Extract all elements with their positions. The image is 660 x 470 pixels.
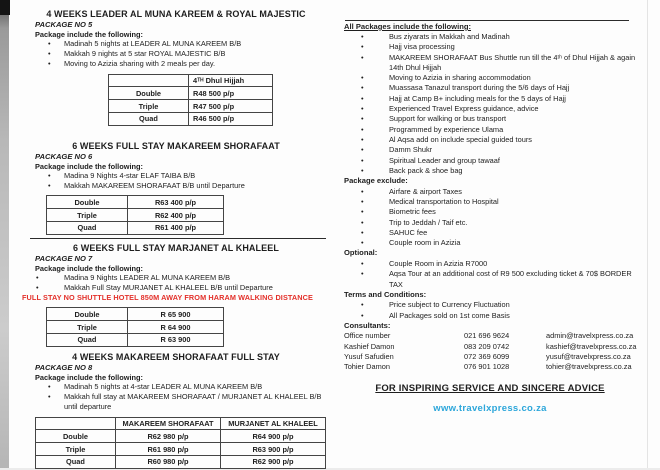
table-row (36, 443, 326, 456)
bullet-text: Price subject to Currency Fluctuation (389, 300, 510, 310)
bullet-item (20, 49, 332, 59)
bullet-item (20, 273, 332, 283)
bullet-item (344, 135, 636, 145)
bullet-icon (36, 273, 64, 283)
bullet-text: Damm Shukr (389, 145, 433, 155)
price: R63 400 p/p (128, 196, 224, 209)
bullet-item (20, 382, 332, 392)
all-packages-include-heading: All Packages include the following: (344, 22, 472, 31)
bullet-item (344, 145, 636, 155)
terms-list (344, 300, 636, 321)
bullet-text: Airfare & airport Taxes (389, 186, 462, 196)
bullet-item (344, 53, 636, 74)
bullet-icon (361, 94, 389, 104)
room-type: Triple (47, 321, 128, 334)
bullet-icon (361, 114, 389, 124)
bullet-icon (361, 73, 389, 83)
bullet-text: Trip to Jeddah / Taif etc. (389, 217, 468, 227)
package-8-number: PACKAGE NO 8 (35, 363, 93, 372)
right-column (344, 0, 636, 470)
bullet-item (344, 311, 636, 321)
bullet-item (344, 73, 636, 83)
package-5-section (20, 8, 332, 126)
price: R 65 900 (128, 308, 224, 321)
package-7-price-table (46, 307, 224, 346)
bullet-text: Couple room in Azizia (389, 238, 461, 248)
bullet-text: Hajj at Camp B+ including meals for the 5 days of Hajj (389, 93, 566, 103)
bullet-item (344, 228, 636, 238)
bullet-text: Makkah 9 nights at 5 star ROYAL MAJESTIC B/B (64, 49, 226, 59)
bullet-item (20, 181, 332, 191)
table-row (47, 222, 224, 235)
package-8-bullets (20, 382, 332, 413)
package-6-section (20, 140, 332, 235)
table-row (36, 430, 326, 443)
scan-corner-mark (0, 0, 10, 15)
hotel-column-header: MAKAREEM SHORAFAAT (116, 417, 221, 430)
package-5-price-table (108, 74, 273, 126)
bullet-icon (361, 238, 389, 248)
bullet-item (344, 94, 636, 104)
consultant-name: Office number (344, 331, 391, 341)
bullet-icon (48, 171, 64, 181)
package-6-include-label: Package include the following: (35, 161, 144, 171)
table-row (47, 321, 224, 334)
scan-edge-left (0, 0, 9, 470)
bullet-icon (361, 300, 389, 310)
consultant-phone: 021 696 9624 (464, 331, 510, 341)
bullet-icon (361, 53, 389, 74)
table-row (47, 334, 224, 347)
bullet-text: Muassasa Tanazul transport during the 5/6 days of Hajj (389, 83, 570, 93)
bullet-text: Biometric fees (389, 207, 436, 217)
room-type: Double (47, 196, 128, 209)
bullet-text: Hajj visa processing (389, 42, 455, 52)
price: R63 900 p/p (221, 443, 326, 456)
terms-heading: Terms and Conditions: (344, 289, 427, 299)
right-column-content (344, 20, 636, 415)
section-divider-line (30, 238, 326, 239)
bullet-text: Makkah Full Stay MURJANET AL KHALEEL B/B until Departure (64, 283, 273, 293)
bullet-item (20, 171, 332, 181)
table-cell-empty (109, 74, 189, 87)
room-type: Triple (36, 443, 116, 456)
bullet-item (344, 114, 636, 124)
price: R 64 900 (128, 321, 224, 334)
consultant-email: admin@travelxpress.co.za (546, 331, 634, 341)
bullet-icon (361, 145, 389, 155)
bullet-item (344, 218, 636, 228)
bullet-icon (361, 83, 389, 93)
slogan-text: FOR INSPIRING SERVICE AND SINCERE ADVICE (375, 382, 605, 394)
bullet-text: Programmed by experience Ulama (389, 124, 504, 134)
package-8-title: 4 WEEKS MAKAREEM SHORAFAAT FULL STAY (72, 352, 280, 362)
table-row (109, 87, 273, 100)
bullet-item (344, 125, 636, 135)
price: R60 980 p/p (116, 456, 221, 469)
table-row (109, 113, 273, 126)
consultant-phone: 076 901 1028 (464, 362, 510, 372)
package-8-section (20, 351, 332, 469)
includes-list (344, 32, 636, 176)
price: R62 900 p/p (221, 456, 326, 469)
bullet-text: Madinah 5 nights at LEADER AL MUNA KAREEM B/B (64, 39, 242, 48)
bullet-item (20, 39, 332, 49)
price: R 63 900 (128, 334, 224, 347)
bullet-text: MAKAREEM SHORAFAAT Bus Shuttle run till the 4ᵗʰ of Dhul Hijjah & again 14th Dhul Hijjah (389, 52, 636, 72)
price: R64 900 p/p (221, 430, 326, 443)
bullet-item (344, 197, 636, 207)
bullet-text: Couple Room in Azizia R7000 (389, 258, 488, 268)
bullet-text: Spiritual Leader and group tawaaf (389, 155, 500, 165)
package-7-bullets (20, 273, 332, 293)
package-8-price-table (35, 417, 326, 469)
package-6-number: PACKAGE NO 6 (35, 152, 93, 161)
package-5-bullets (20, 39, 332, 70)
no-shuttle-warning: FULL STAY NO SHUTTLE HOTEL 850M AWAY FROM HARAM WALKING DISTANCE (22, 293, 313, 303)
bullet-text: Madinah 5 nights at 4-star LEADER AL MUNA KAREEM B/B (64, 382, 263, 391)
bullet-text: Bus ziyarats in Makkah and Madinah (389, 32, 510, 41)
price: R62 400 p/p (128, 209, 224, 222)
table-row (36, 456, 326, 469)
price: R46 500 p/p (189, 113, 273, 126)
bullet-icon (361, 311, 389, 321)
optional-list (344, 259, 636, 290)
consultant-row (344, 352, 636, 362)
room-type: Triple (109, 100, 189, 113)
bullet-icon (361, 104, 389, 114)
table-row (36, 417, 326, 430)
bullet-icon (361, 218, 389, 228)
consultant-row (344, 362, 636, 372)
bullet-icon (361, 259, 389, 269)
package-7-section (20, 242, 332, 347)
consultant-email: yusuf@travelxpress.co.za (546, 352, 631, 362)
bullet-item (20, 283, 332, 293)
room-type: Quad (47, 222, 128, 235)
bullet-text: All Packages sold on 1st come Basis (389, 310, 510, 320)
consultant-name: Kashief Damon (344, 341, 395, 351)
bullet-icon (361, 125, 389, 135)
bullet-text: Moving to Azizia sharing with 2 meals per day. (64, 59, 216, 69)
bullet-icon (48, 39, 64, 49)
room-type: Quad (109, 113, 189, 126)
bullet-icon (36, 283, 64, 293)
bullet-item (344, 238, 636, 248)
bullet-icon (361, 197, 389, 207)
table-header-date: 4ᵀᴴ Dhul Hijjah (189, 74, 273, 87)
table-row (109, 100, 273, 113)
bullet-item (344, 300, 636, 310)
bullet-text: Medical transportation to Hospital (389, 196, 499, 206)
package-7-number: PACKAGE NO 7 (35, 254, 93, 263)
room-type: Double (109, 87, 189, 100)
bullet-text: Aqsa Tour at an additional cost of R9 500 excluding ticket & 70$ BORDER TAX (389, 269, 632, 289)
price: R61 400 p/p (128, 222, 224, 235)
package-5-title: 4 WEEKS LEADER AL MUNA KAREEM & ROYAL MAJESTIC (46, 9, 306, 19)
bullet-text: Al Aqsa add on include special guided tours (389, 134, 532, 144)
bullet-icon (48, 382, 64, 392)
bullet-item (344, 32, 636, 42)
bullet-text: Experienced Travel Express guidance, advice (389, 104, 539, 114)
consultants-heading: Consultants: (344, 320, 391, 330)
price: R48 500 p/p (189, 87, 273, 100)
bullet-item (344, 42, 636, 52)
package-5-include-label: Package include the following: (35, 29, 144, 39)
consultant-row (344, 331, 636, 341)
bullet-text: SAHUC fee (389, 227, 428, 237)
bullet-item (344, 187, 636, 197)
bullet-icon (361, 32, 389, 42)
bullet-icon (361, 156, 389, 166)
bullet-item (344, 259, 636, 269)
bullet-icon (361, 187, 389, 197)
room-type: Double (36, 430, 116, 443)
bullet-text: Makkah MAKAREEM SHORAFAAT B/B until Departure (64, 181, 245, 191)
consultant-email: kashief@travelxpress.co.za (546, 341, 637, 351)
bullet-item (344, 166, 636, 176)
left-column (20, 0, 332, 470)
bullet-icon (361, 269, 389, 290)
package-5-number: PACKAGE NO 5 (35, 20, 93, 29)
consultant-phone: 083 209 0742 (464, 341, 510, 351)
bullet-icon (48, 49, 64, 59)
room-type: Triple (47, 209, 128, 222)
bullet-icon (361, 166, 389, 176)
bullet-item (344, 269, 636, 290)
package-6-price-table (46, 195, 224, 234)
bullet-text: Support for walking or bus transport (389, 114, 507, 124)
package-7-title: 6 WEEKS FULL STAY MARJANET AL KHALEEL (73, 243, 279, 253)
bullet-text: Back pack & shoe bag (389, 165, 463, 175)
bullet-icon (361, 42, 389, 52)
bullet-icon (361, 135, 389, 145)
consultant-phone: 072 369 6099 (464, 352, 510, 362)
package-7-include-label: Package include the following: (35, 263, 144, 273)
consultant-email: tohier@travelxpress.co.za (546, 362, 632, 372)
bullet-item (20, 59, 332, 69)
consultant-name: Yusuf Safudien (344, 352, 394, 362)
scan-edge-right (647, 0, 648, 470)
table-row (47, 209, 224, 222)
bullet-item (344, 83, 636, 93)
bullet-text: Madina 9 Nights 4-star ELAF TAIBA B/B (64, 171, 196, 180)
table-row (109, 74, 273, 87)
bullet-text: Makkah full stay at MAKAREEM SHORAFAAT / MURJANET AL KHALEEL B/B until departure (64, 392, 322, 412)
package-8-include-label: Package include the following: (35, 372, 144, 382)
bullet-icon (361, 207, 389, 217)
bullet-text: Madina 9 Nights LEADER AL MUNA KAREEM B/B (64, 273, 231, 282)
bullet-item (20, 392, 332, 412)
excludes-list (344, 187, 636, 249)
package-exclude-heading: Package exclude: (344, 176, 408, 186)
table-row (47, 196, 224, 209)
room-type: Quad (36, 456, 116, 469)
package-6-bullets (20, 171, 332, 191)
consultant-row (344, 342, 636, 352)
website-link: www.travelxpress.co.za (433, 402, 547, 414)
optional-heading: Optional: (344, 248, 378, 258)
package-6-title: 6 WEEKS FULL STAY MAKAREEM SHORAFAAT (72, 141, 280, 151)
price: R47 500 p/p (189, 100, 273, 113)
bullet-item (344, 207, 636, 217)
bullet-text: Moving to Azizia in sharing accommodation (389, 73, 531, 83)
bullet-icon (361, 228, 389, 238)
consultant-name: Tohier Damon (344, 362, 391, 372)
price: R62 980 p/p (116, 430, 221, 443)
table-row (47, 308, 224, 321)
bullet-icon (48, 392, 64, 412)
room-type: Double (47, 308, 128, 321)
bullet-item (344, 156, 636, 166)
bullet-item (344, 104, 636, 114)
table-cell-empty (36, 417, 116, 430)
bullet-icon (48, 59, 64, 69)
price: R61 980 p/p (116, 443, 221, 456)
room-type: Quad (47, 334, 128, 347)
bullet-icon (48, 181, 64, 191)
hotel-column-header: MURJANET AL KHALEEL (221, 417, 326, 430)
